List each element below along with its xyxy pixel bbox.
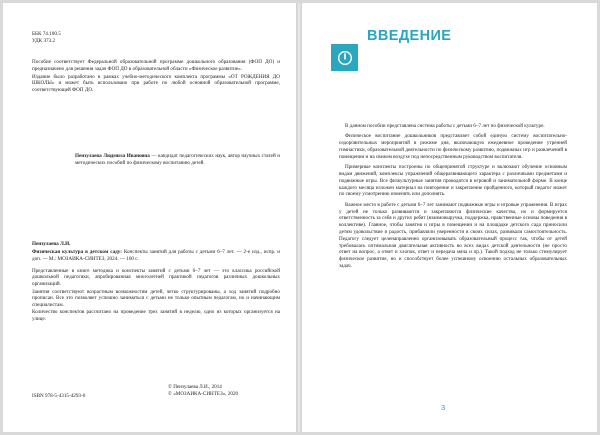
chapter-title: ВВЕДЕНИЕ xyxy=(367,28,452,44)
page-number: 3 xyxy=(441,403,446,412)
intro-note xyxy=(32,59,280,93)
body-paragraph: Важное место в работе с детьми 6–7 лет занимают подвижные игры и игровые упражнения. В играх у детей не только развиваются и закрепляются физические качества, но и формируется ответственность за себя и других ребят (взаимовыручка, поддержка, нравственные основы поведения в коллективе). Главное, чтобы занятия и игры в помещении и на площадке детского сада приносили детям удовольствие и радость, прибавляли уверенности в своих силах, развивали самостоятельность. Педагогу следует целенаправленно организовывать образовательный процесс так, чтобы от детей требовалась оптимальная двигательная активность во всех видах детской деятельности (не просто ответ на вопрос, а ответ и хлопок, ответ и передача мяча и пр.). Такой подход не только стимулирует физическое развитие, но и способствует более успешному освоению остальных образовательных задач. xyxy=(339,201,567,269)
annotation xyxy=(32,268,280,323)
bbk-code: ББК 74.100.5 xyxy=(32,31,61,37)
author-bio-name: Пензулаева Людмила Ивановна xyxy=(75,153,150,159)
body-paragraph: В данном пособии представлена система работы с детьми 6–7 лет по физической культуре. xyxy=(345,123,545,129)
isbn: ISBN 978-5-4315-4293-0 xyxy=(32,393,86,399)
author-bio xyxy=(75,153,280,166)
biblio-rest: Конспекты занятий для работы с детьми 6–7 лет. — 2-е изд., испр. и доп. — М.: МОЗАИКА-СИНТЕЗ, 2024. — 160 с. xyxy=(32,249,280,262)
biblio-title: Физическая культура в детском саду: xyxy=(32,249,122,256)
body-paragraph: Физическое воспитание дошкольников представляет собой единую систему воспитательно-оздоровительных мероприятий в режиме дня, включающую ежедневное проведение утренней гимнастики, образовательной деятельности по физическому развитию, подвижных игр и развлечений в помещении и на свежем воздухе под непосредственным руководством воспитателя. xyxy=(339,133,567,160)
body-paragraph: Примерные конспекты построены по общепринятой структуре и включают обучение основным видам движений, комплексы упражнений общеразвивающего характера с различными предметами и подвижные игры. Все физкультурные занятия проводятся в игровой и занимательной форме. В конце каждого месяца изложен материал на повторение и закрепление пройденного, который педагог может по своему усмотрению изменять или дополнять. xyxy=(339,164,567,198)
annotation-paragraph: Представленные в книге методика и конспекты занятий с детьми 6–7 лет — это классика российской дошкольной педагогики, апробированная многолетней практикой педагогов различных дошкольных организаций. xyxy=(32,267,280,287)
copyright-publisher: © «МОЗАИКА-СИНТЕЗ», 2020 xyxy=(168,390,239,397)
annotation-paragraph: Занятия соответствуют возрастным возможностям детей, четко структурированы, а ход занятий подробно прописан. Все это позволяет успешно заниматься с детьми не только опытным педагогам, но и начинающим специалистам. xyxy=(32,288,280,308)
right-page-body xyxy=(339,123,567,273)
copyright-block xyxy=(168,384,238,397)
classification-codes xyxy=(32,31,61,44)
bibliographic-record xyxy=(32,241,280,323)
udk-code: УДК 373.2 xyxy=(32,37,56,44)
intro-paragraph: Издание было разработано в рамках учебно-методического комплекта программы «ОТ РОЖДЕНИЯ ДО ШКОЛЫ» и может быть использовано при работе по любой основной образовательной программе, соответствующей ФОП ДО. xyxy=(32,73,280,93)
power-circle-glyph xyxy=(336,49,354,67)
power-circle-icon xyxy=(331,44,358,71)
annotation-paragraph: Количество конспектов рассчитано на проведение трех занятий в неделю, одно из которых организуется на улице. xyxy=(32,309,280,322)
intro-paragraph: Пособие соответствует Федеральной образовательной программе дошкольного образования (ФОП ДО) и предназначено для решения задач ФОП ДО в образовательной области «Физическое развитие». xyxy=(32,59,280,72)
biblio-description xyxy=(32,249,280,262)
biblio-author: Пензулаева Л.И. xyxy=(32,241,71,247)
copyright-author: © Пензулаева Л.И., 2014 xyxy=(168,384,222,390)
author-bio-text: — кандидат педагогических наук, автор научных статей и методических пособий по физическому воспитанию детей. xyxy=(75,153,280,166)
